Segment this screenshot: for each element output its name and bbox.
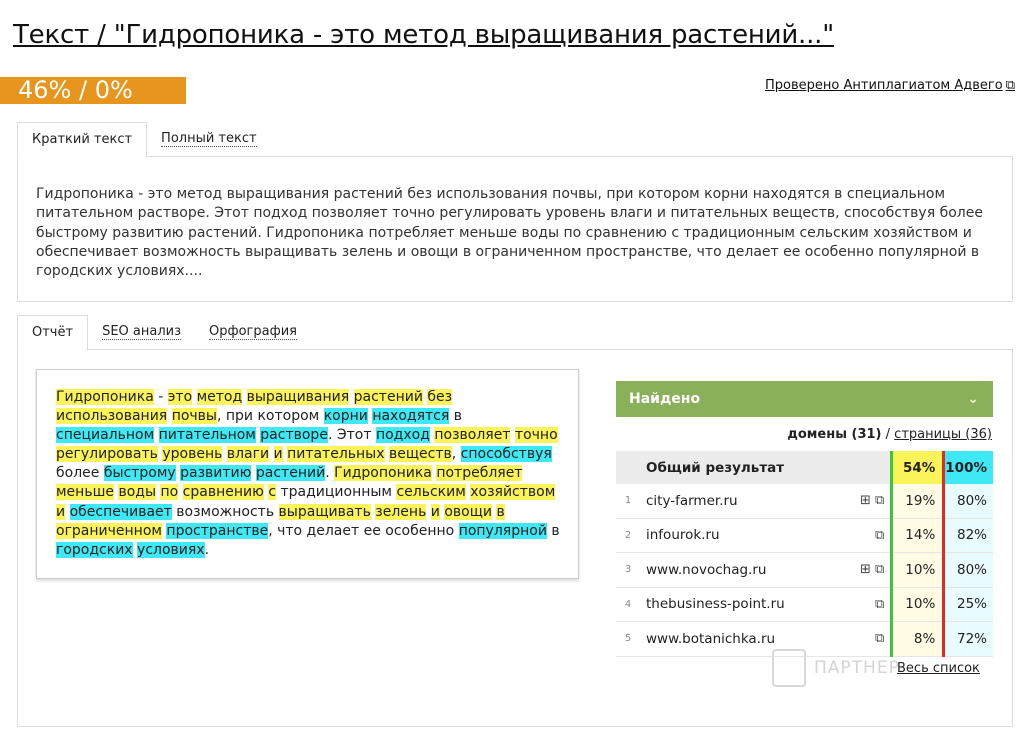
highlighted-word: находятся — [372, 408, 450, 425]
report-text-fragment: особенно — [385, 522, 459, 539]
highlighted-word: воды — [118, 484, 157, 501]
highlighted-word: в — [496, 503, 505, 520]
result-pct-2: 82% — [944, 518, 993, 553]
short-text-panel — [17, 156, 1013, 302]
report-text-fragment: - — [153, 389, 168, 405]
highlighted-word: метод — [196, 389, 243, 405]
tab-short-text-label: Краткий текст — [32, 132, 133, 147]
report-text-fragment: , — [451, 446, 457, 463]
highlighted-word: овощи — [444, 503, 493, 520]
highlighted-word: веществ — [388, 446, 452, 463]
highlighted-word: растворе — [260, 427, 328, 444]
total-result-label: Общий результат — [640, 451, 892, 484]
result-row[interactable] — [616, 518, 993, 553]
result-pct-2: 72% — [944, 622, 993, 657]
found-counts — [787, 427, 992, 442]
tab-seo-label: SEO анализ — [102, 324, 181, 339]
highlighted-word: с — [268, 484, 277, 501]
found-header[interactable] — [616, 381, 993, 417]
highlighted-word: пространстве — [166, 522, 269, 539]
total-pct-1: 54% — [892, 451, 944, 484]
all-list-link[interactable]: Весь список — [897, 661, 980, 676]
result-pct-2: 80% — [944, 553, 993, 588]
domains-label: домены — [787, 427, 847, 442]
watermark — [772, 649, 900, 687]
highlighted-word: и — [430, 503, 440, 520]
highlighted-word: это — [167, 389, 193, 405]
highlighted-word: зелень — [375, 503, 427, 520]
report-text-fragment — [192, 389, 196, 405]
highlighted-word: растений — [255, 465, 326, 482]
row-number: 5 — [616, 622, 640, 657]
tab-report[interactable] — [17, 315, 88, 351]
highlighted-word: Гидропоника — [334, 465, 432, 482]
result-pct-1: 14% — [892, 518, 944, 553]
highlighted-word: Гидропоника — [56, 389, 154, 405]
result-domain[interactable]: www.novochag.ru — [640, 553, 832, 588]
result-domain[interactable]: thebusiness-point.ru — [640, 587, 832, 622]
highlighted-word: и — [273, 446, 283, 463]
result-pct-1: 19% — [892, 484, 944, 518]
checked-link-label: Проверено Антиплагиатом Адвего — [765, 78, 1003, 93]
row-action-icons[interactable]: ⧉ — [832, 518, 892, 553]
total-pct-2: 100% — [944, 451, 993, 484]
report-text-fragment: , что делает ее — [268, 522, 386, 539]
report-text-fragment: в — [449, 408, 462, 425]
result-pct-2: 80% — [944, 484, 993, 518]
result-row[interactable] — [616, 484, 993, 518]
highlighted-word: потребляет — [436, 465, 523, 482]
report-text-fragment: . Этот — [327, 427, 376, 444]
highlighted-word: обеспечивает — [69, 503, 172, 520]
highlighted-word: и — [56, 503, 66, 520]
highlighted-word: корни — [323, 408, 368, 425]
highlighted-word: по — [160, 484, 179, 501]
report-text-fragment — [242, 389, 246, 405]
result-pct-1: 10% — [892, 587, 944, 622]
highlighted-word: меньше — [56, 484, 115, 501]
short-text: Гидропоника - это метод выращивания растений без использования почвы, при котором корни находятся в специальном питательном растворе. Этот подход позволяет точно регулировать уровень влаги и питательных веществ, способствуя более быстрому развитию растений. Гидропоника потребляет меньше воды по сравнению с традиционным сельским хозяйством и обеспечивает возможность выращивать зелень и овощи в ограниченном пространстве, что делает ее особенно популярной в городских условиях.... — [36, 186, 983, 280]
highlighted-word: ограниченном — [56, 522, 162, 539]
report-text-fragment — [178, 484, 182, 500]
highlighted-word: питательных — [287, 446, 385, 463]
report-text-fragment: . — [204, 541, 210, 558]
row-number: 3 — [616, 553, 640, 588]
row-action-icons[interactable]: ⊞ ⧉ — [832, 484, 892, 518]
tab-spelling-label: Орфография — [209, 324, 297, 339]
highlighted-word: без — [427, 389, 453, 405]
highlighted-word: уровень — [162, 446, 223, 463]
row-number: 1 — [616, 484, 640, 518]
result-pct-1: 10% — [892, 553, 944, 588]
highlighted-word: быстрому — [103, 465, 176, 482]
report-text-fragment — [65, 504, 69, 520]
highlighted-word: условиях — [137, 541, 205, 558]
highlighted-word: хозяйством — [470, 484, 556, 501]
highlighted-word: точно — [514, 427, 558, 444]
found-header-label: Найдено — [629, 391, 701, 407]
tab-spelling[interactable] — [195, 315, 311, 351]
page-title[interactable]: Текст / "Гидропоника - это метод выращивания растений..." — [13, 20, 835, 50]
row-action-icons[interactable]: ⊞ ⧉ — [832, 553, 892, 588]
checked-by-antiplagiat-link[interactable] — [765, 78, 1015, 93]
result-domain[interactable]: www.botanichka.ru — [640, 622, 832, 657]
highlighted-word: подход — [375, 427, 430, 444]
highlighted-word: использования — [56, 408, 168, 425]
tab-report-label: Отчёт — [32, 325, 74, 340]
counts-separator: / — [885, 427, 891, 442]
highlighted-word: специальном — [56, 427, 155, 444]
highlighted-word: влаги — [226, 446, 270, 463]
row-action-icons[interactable]: ⧉ — [832, 622, 892, 657]
row-number: 2 — [616, 518, 640, 553]
result-row[interactable] — [616, 587, 993, 622]
highlighted-word: популярной — [458, 522, 547, 539]
result-domain[interactable]: infourok.ru — [640, 518, 832, 553]
result-pct-2: 25% — [944, 587, 993, 622]
highlighted-word: позволяет — [434, 427, 511, 444]
tab-full-text-label: Полный текст — [161, 131, 257, 146]
highlighted-word: развитию — [180, 465, 252, 482]
report-text-fragment — [154, 427, 158, 443]
report-text-fragment: возможность — [171, 503, 279, 520]
report-text-fragment: более — [56, 465, 104, 482]
external-link-icon: ⧉ — [1005, 78, 1015, 93]
highlighted-word: выращивания — [246, 389, 350, 405]
highlighted-report-text — [36, 369, 579, 579]
highlighted-word: регулировать — [56, 446, 158, 463]
pages-link[interactable]: страницы (36) — [894, 427, 992, 442]
highlighted-word: растений — [353, 389, 423, 405]
report-text-fragment: . — [325, 465, 335, 482]
highlighted-word: сравнению — [182, 484, 264, 501]
chevron-down-icon[interactable]: ⌄ — [967, 391, 979, 407]
tab-short-text[interactable] — [17, 122, 147, 158]
row-action-icons[interactable]: ⧉ — [832, 587, 892, 622]
report-text-fragment: традиционным — [276, 484, 397, 501]
result-pct-1: 8% — [892, 622, 944, 657]
result-row[interactable] — [616, 553, 993, 588]
highlighted-word: почвы — [171, 408, 217, 425]
uniqueness-score-badge: 46% / 0% — [0, 77, 186, 104]
highlighted-word: сельским — [396, 484, 466, 501]
highlighted-word: способствуя — [460, 446, 552, 463]
report-text-fragment — [349, 389, 353, 405]
domains-count: (31) — [851, 427, 882, 442]
text-tabs — [17, 122, 271, 158]
report-text-fragment — [456, 446, 460, 462]
tab-full-text[interactable] — [147, 122, 271, 158]
highlighted-word: выращивать — [278, 503, 371, 520]
report-text-fragment: в — [546, 522, 560, 539]
highlighted-word: городских — [56, 541, 133, 558]
report-text-fragment: , при котором — [216, 408, 324, 425]
row-number: 4 — [616, 587, 640, 622]
watermark-text: ПАРТНЕР — [814, 658, 900, 678]
report-tabs — [17, 315, 311, 351]
highlighted-word: питательном — [158, 427, 256, 444]
watermark-logo-icon — [772, 649, 806, 687]
tab-seo-analysis[interactable] — [88, 315, 195, 351]
results-table — [616, 451, 993, 657]
report-text-fragment — [269, 446, 273, 462]
total-result-row — [616, 451, 993, 484]
result-domain[interactable]: city-farmer.ru — [640, 484, 832, 518]
